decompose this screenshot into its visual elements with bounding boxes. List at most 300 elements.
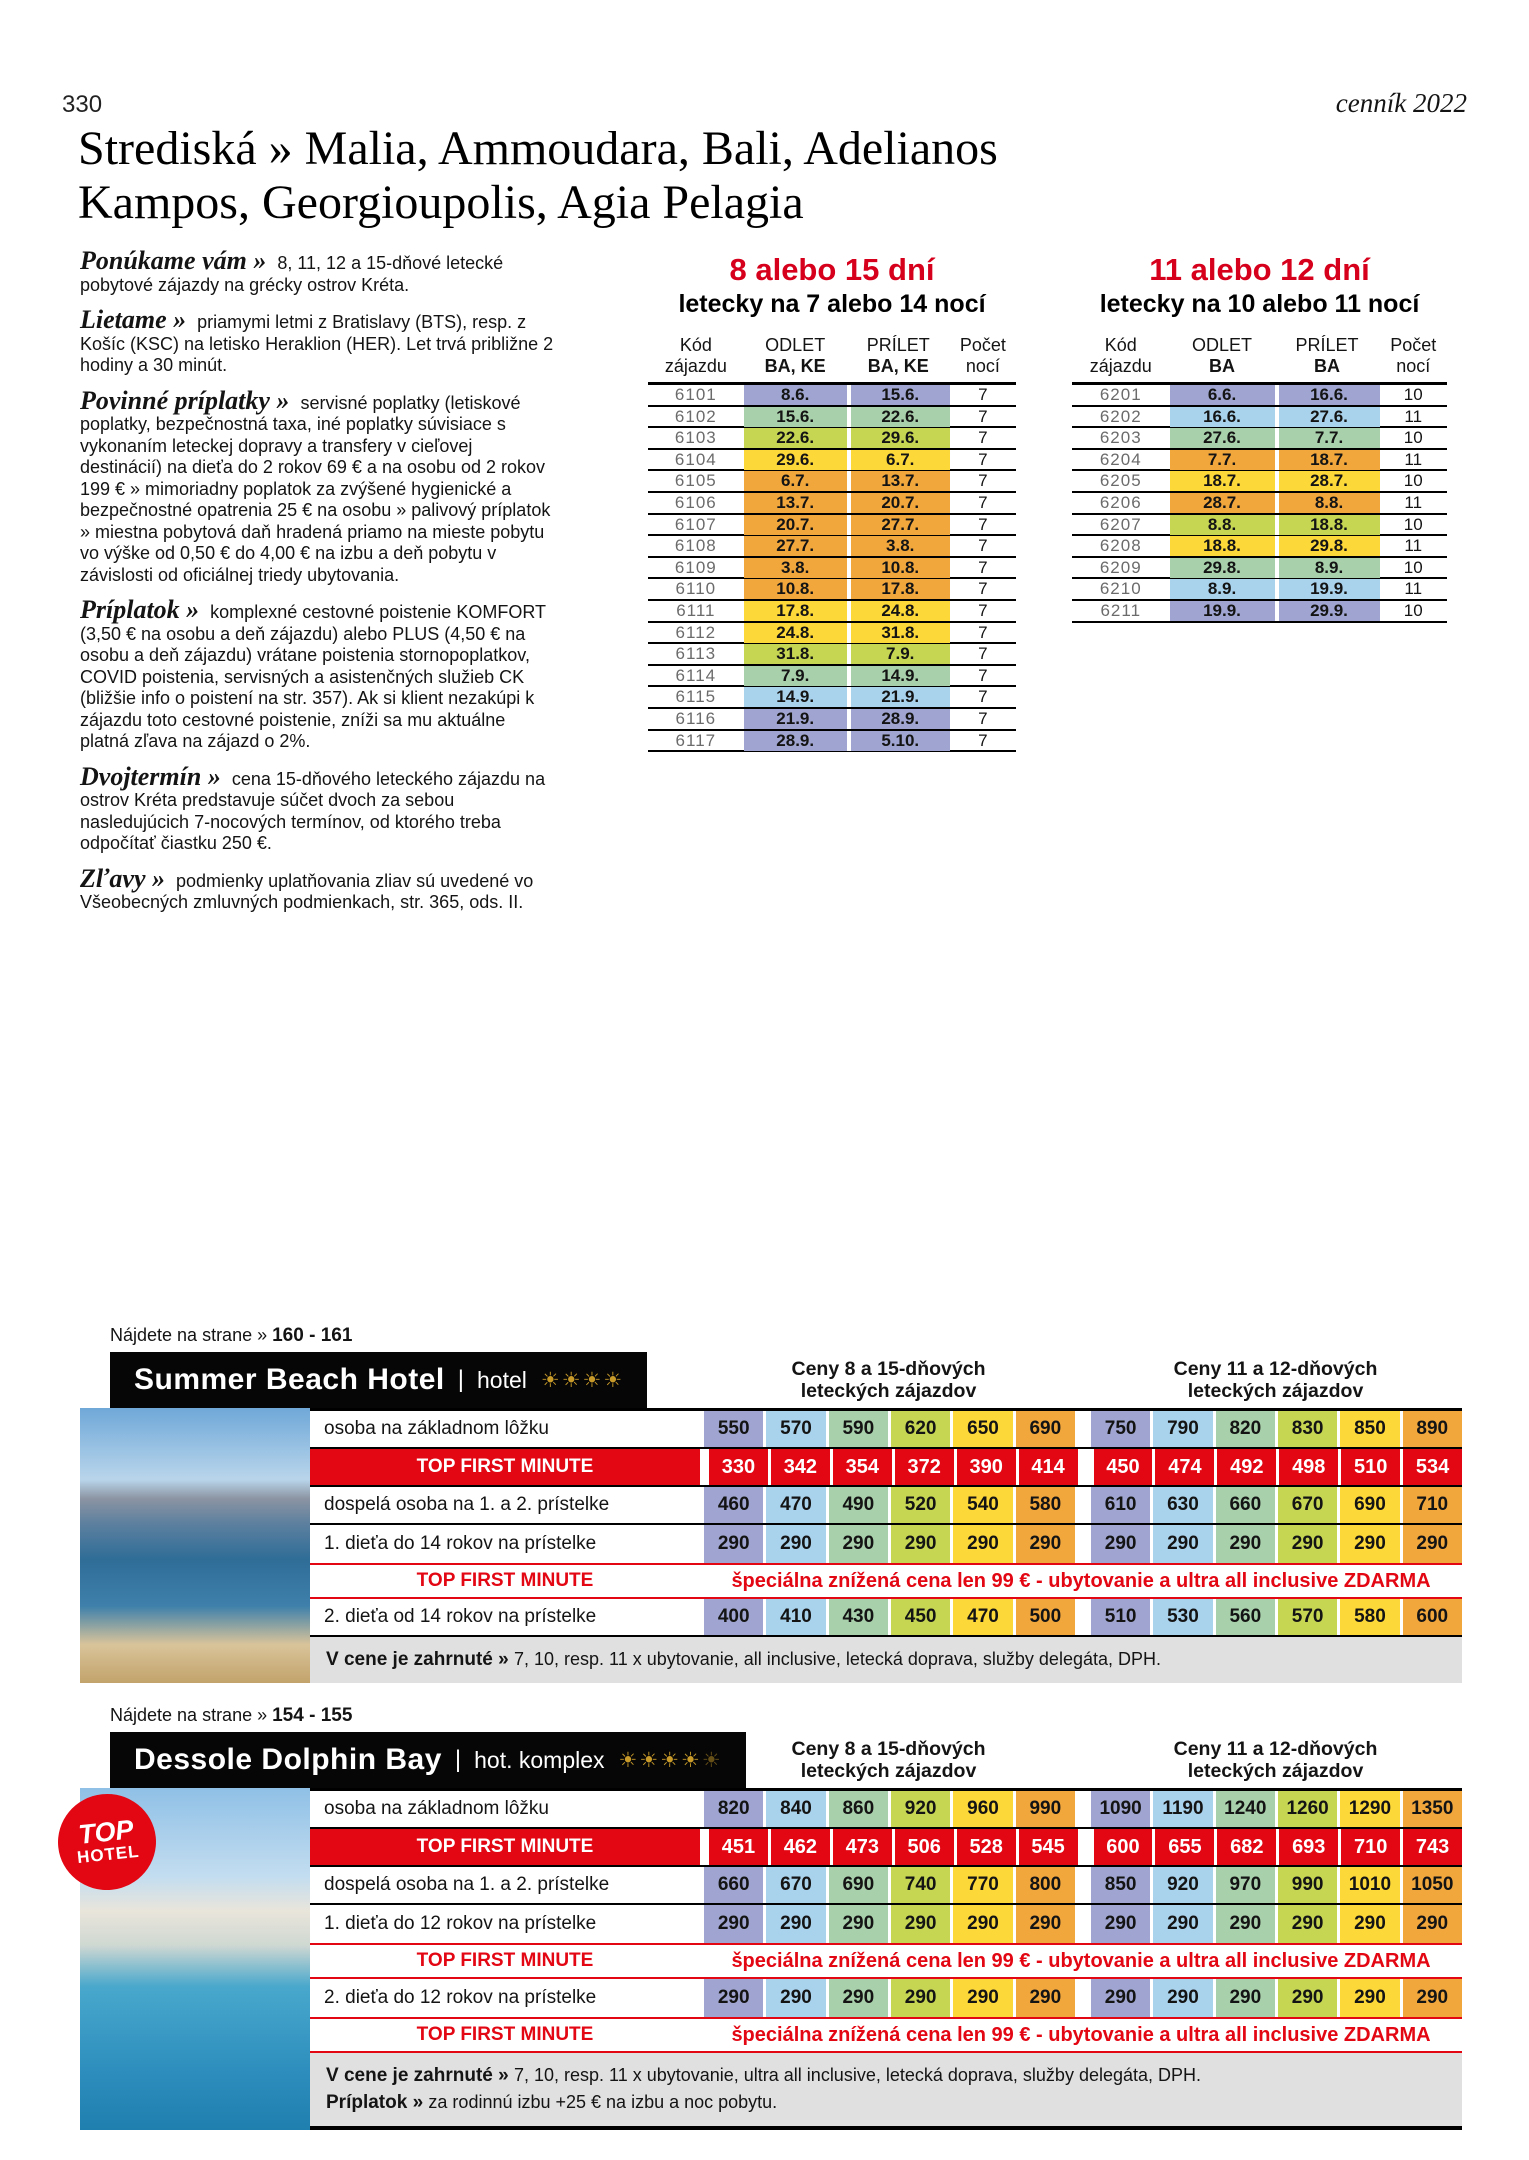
tour-code: 6110 [675,579,717,599]
departure-date: 6.7. [744,471,847,491]
arrival-date: 5.10. [847,731,950,751]
tour-code: 6115 [675,687,717,707]
header-line2: zájazdu [1089,356,1152,376]
price-cell: 1010 [1340,1867,1399,1903]
flight-row [648,558,1016,580]
price-cell: 290 [829,1979,888,2017]
price-cell: 290 [829,1905,888,1943]
price-cell: 451 [709,1829,768,1865]
footer-line-text: 7, 10, resp. 11 x ubytovanie, all inclusive, letecká doprava, služby delegáta, DPH. [513,1649,1161,1669]
flight-table-subtitle: letecky na 7 alebo 14 nocí [678,290,986,318]
price-cell: 970 [1216,1867,1275,1903]
hotel-rating [540,1368,623,1393]
paragraph-text: 8, 11, 12 a 15-dňové letecké pobytové zájazdy na grécky ostrov Kréta. [80,253,504,295]
page-title [78,122,1438,230]
price-cell: 534 [1403,1449,1462,1485]
price-cell: 290 [1403,1525,1462,1563]
price-cell: 510 [1091,1599,1150,1635]
hotel-category: hotel [477,1366,527,1393]
departure-date: 7.7. [1170,450,1275,470]
flight-row [1072,558,1447,580]
nights-count: 11 [1404,449,1423,469]
price-cell: 1050 [1403,1867,1462,1903]
hotel-banner [110,1352,647,1408]
bottom-rule [310,2126,1462,2130]
price-cell: 390 [957,1449,1016,1485]
tour-code: 6117 [675,730,717,750]
page-header [62,88,1467,119]
tour-code: 6102 [674,406,717,426]
footer-line-lead: V cene je zahrnuté » [326,1649,514,1670]
price-row-label: dospelá osoba na 1. a 2. prístelke [324,1874,610,1895]
tour-code: 6104 [674,449,717,469]
price-cell: 473 [833,1829,892,1865]
flight-row [648,428,1016,450]
departure-date: 27.6. [1170,428,1275,448]
price-cell: 290 [891,1979,950,2017]
price-cell: 290 [1016,1525,1075,1563]
header-line2: BA [1314,356,1340,376]
paragraph [80,761,558,855]
header-line2: nocí [965,356,1000,376]
flight-row [648,579,1016,601]
tour-code: 6211 [1100,600,1142,620]
flight-table-header-row [648,335,1016,385]
edition-label: cenník 2022 [1335,88,1467,118]
price-cell: 1240 [1216,1791,1275,1827]
header-line1: PRÍLET [1295,335,1359,355]
top-first-minute-label: TOP FIRST MINUTE [310,1449,700,1485]
departure-date: 20.7. [744,515,847,535]
departure-date: 28.9. [744,731,847,751]
price-cell: 820 [704,1791,763,1827]
find-on-page-numbers: 154 - 155 [272,1705,353,1726]
departure-date: 29.6. [744,450,847,470]
arrival-date: 16.6. [1275,385,1380,405]
price-row [310,1599,1462,1637]
price-cell: 354 [833,1449,892,1485]
top-first-minute-note-row [310,1943,1462,1979]
header-line1: PRÍLET [866,335,930,355]
flight-row [648,385,1016,407]
flight-table-header-row [1072,335,1447,385]
price-cell: 290 [1340,1979,1399,2017]
flight-row [648,666,1016,688]
tour-code: 6114 [675,665,717,685]
tour-code: 6106 [674,492,717,512]
top-first-minute-note: špeciálna znížená cena len 99 € - ubytovanie a ultra all inclusive ZDARMA [731,1569,1431,1592]
price-cell: 342 [771,1449,830,1485]
nights-count: 11 [1404,492,1423,512]
hotel-photo [80,1408,310,1683]
price-cell: 550 [704,1411,763,1447]
nights-count: 7 [978,708,988,728]
price-cell: 890 [1403,1411,1462,1447]
arrival-date: 22.6. [847,407,950,427]
flight-table-grid [1072,335,1447,623]
top-first-minute-note-row [310,2017,1462,2053]
departure-date: 24.8. [744,623,847,643]
sun-icon: ☀ [660,1748,681,1772]
departure-date: 13.7. [744,493,847,513]
arrival-date: 28.7. [1275,471,1380,491]
hotel-photo [76,1788,310,2130]
arrival-date: 8.9. [1275,558,1380,578]
price-cell: 530 [1153,1599,1212,1635]
price-cells [704,1979,1462,2017]
tour-code: 6112 [675,622,717,642]
price-cell: 620 [891,1411,950,1447]
paragraph-lead: Lietame » [80,305,187,334]
price-cell: 414 [1019,1449,1078,1485]
arrival-date: 15.6. [847,385,950,405]
price-cell: 290 [1091,1525,1150,1563]
header-line1: ODLET [1191,335,1252,355]
flight-row [1072,428,1447,450]
top-hotel-badge-line1: TOP [77,1814,135,1850]
price-cell: 470 [766,1487,825,1523]
page-number: 330 [62,91,103,118]
price-cell: 290 [1153,1979,1212,2017]
price-group-headers [702,1352,1462,1408]
price-cell: 290 [1278,1525,1337,1563]
price-cell: 290 [766,1525,825,1563]
price-cell: 290 [829,1525,888,1563]
paragraph-text: komplexné cestovné poistenie KOMFORT (3,50 € na osobu a deň zájazdu) alebo PLUS (4,50 € na osobu a deň zájazdu) vrátane poistenia stornopoplatkov, COVID poistenia, servisných a asistenčných služieb CK (bližšie info o poistení na str. 357). Ak si klient nezakúpi k zájazdu toto cestovné poistenie, zníži sa mu aktuálne platná zľava na zájazd o 2%. [80,602,546,751]
flight-table-subtitle: letecky na 10 alebo 11 nocí [1099,290,1420,318]
price-cell: 570 [766,1411,825,1447]
price-cell: 470 [953,1599,1012,1635]
find-on-page-line [110,1325,1462,1347]
price-cell: 492 [1217,1449,1276,1485]
group-header-line1: Ceny 11 a 12-dňových [1173,1737,1378,1760]
price-cells [704,1867,1462,1903]
price-row [310,1867,1462,1905]
group-header-line2: leteckých zájazdov [1187,1760,1364,1782]
nights-count: 11 [1404,536,1423,556]
flight-table-title: 11 alebo 12 dní [1149,252,1370,287]
paragraph [80,863,558,914]
departure-date: 8.8. [1170,515,1275,535]
price-row-label: 1. dieťa do 12 rokov na prístelke [324,1913,597,1934]
tour-code: 6105 [674,471,717,491]
flight-table-8-15-days [648,252,1016,752]
price-row-label: osoba na základnom lôžku [324,1418,549,1439]
header-line1: Kód [1104,335,1137,355]
price-cell: 690 [1016,1411,1075,1447]
price-cell: 290 [704,1905,763,1943]
nights-count: 7 [978,622,988,642]
arrival-date: 31.8. [847,623,950,643]
arrival-date: 17.8. [847,579,950,599]
arrival-date: 18.8. [1275,515,1380,535]
sun-icon: ☀ [639,1748,660,1772]
price-cells [704,1487,1462,1523]
departure-date: 14.9. [744,687,847,707]
paragraph-lead: Zľavy » [80,863,166,893]
price-cell: 830 [1278,1411,1337,1447]
tour-code: 6109 [674,557,717,577]
flight-row [648,450,1016,472]
nights-count: 7 [978,406,988,426]
find-on-page-label: Nájdete na strane » [110,1325,273,1345]
sun-icon: ☀ [681,1748,701,1772]
departure-date: 22.6. [744,428,847,448]
flight-table-header-cell [1072,335,1170,377]
arrival-date: 29.9. [1275,601,1380,621]
price-row [310,1411,1462,1449]
flight-row [1072,450,1447,472]
departure-date: 8.6. [744,385,847,405]
price-row-label: osoba na základnom lôžku [324,1798,549,1819]
paragraph [80,246,558,296]
price-cell: 290 [1091,1979,1150,2017]
price-cell: 860 [829,1791,888,1827]
price-cell: 570 [1278,1599,1337,1635]
hotel-section-summer-beach [80,1325,1462,1683]
group-header-line2: leteckých zájazdov [800,1760,977,1782]
departure-date: 8.9. [1170,579,1275,599]
price-cell: 610 [1091,1487,1150,1523]
price-cell: 710 [1403,1487,1462,1523]
price-cell: 800 [1016,1867,1075,1903]
price-cell: 290 [1403,1979,1462,2017]
header-line1: Počet [959,335,1006,355]
top-first-minute-label: TOP FIRST MINUTE [310,1829,700,1865]
price-cell: 506 [895,1829,954,1865]
tour-code: 6103 [674,428,717,448]
price-cells [704,1791,1462,1827]
nights-count: 10 [1403,557,1423,577]
paragraph [80,305,558,377]
group-header-line1: Ceny 8 a 15-dňových [791,1357,986,1380]
top-hotel-badge [53,1789,160,1895]
price-cell: 490 [829,1487,888,1523]
price-cell: 290 [1153,1905,1212,1943]
price-cell: 290 [704,1525,763,1563]
sun-icon: ☀ [582,1368,603,1392]
price-cell: 290 [891,1905,950,1943]
price-cell: 670 [766,1867,825,1903]
price-cell: 290 [1340,1905,1399,1943]
price-cell: 290 [1403,1905,1462,1943]
footer-line [326,2062,1446,2089]
flight-row [648,731,1016,753]
price-cell: 920 [891,1791,950,1827]
paragraph-text: podmienky uplatňovania zliav sú uvedené vo Všeobecných zmluvných podmienkach, str. 365, ods. II. [80,870,534,912]
price-cell: 290 [1278,1905,1337,1943]
price-cells [704,1599,1462,1635]
hotel-footer [310,1637,1462,1683]
nights-count: 7 [978,449,988,469]
flight-table-11-12-days [1072,252,1447,623]
nights-count: 11 [1404,406,1423,426]
price-cell: 590 [829,1411,888,1447]
flight-table-title: 8 alebo 15 dní [729,252,935,287]
price-cell: 540 [953,1487,1012,1523]
price-cell: 290 [953,1979,1012,2017]
top-first-minute-label: TOP FIRST MINUTE [416,1950,594,1971]
flight-row [648,515,1016,537]
paragraph-text: servisné poplatky (letiskové poplatky, bezpečnostná taxa, iné poplatky súvisiace s vykonaním leteckej dopravy a transfery v cieľovej destinácií) na dieťa do 2 rokov 69 € a na osobu od 2 rokov 199 € » mimoriadny poplatok za zvýšené hygienické a bezpečnostné opatrenia 25 € na osobu » palivový príplatok » miestna pobytová daň hradená priamo na mieste pobytu vo výške od 0,50 € do 4,00 € na izbu a deň pobytu v závislosti od oficiálnej triedy ubytovania. [80,392,551,585]
price-cell: 743 [1403,1829,1462,1865]
header-line1: Počet [1390,335,1437,355]
hotel-name: Summer Beach Hotel [134,1363,445,1396]
hotel-banner-row [80,1352,1462,1408]
top-first-minute-label: TOP FIRST MINUTE [416,1570,594,1591]
hotel-section-dessole-dolphin-bay [76,1705,1462,2130]
tour-code: 6205 [1099,471,1142,491]
sun-icon: ☀ [603,1368,624,1392]
price-cell: 290 [1091,1905,1150,1943]
header-line2: BA [1209,356,1235,376]
top-hotel-badge-line2: HOTEL [76,1841,141,1868]
flight-table-header-cell [648,335,744,377]
price-cell: 660 [704,1867,763,1903]
departure-date: 19.9. [1170,601,1275,621]
flight-row [1072,601,1447,623]
price-cell: 920 [1153,1867,1212,1903]
arrival-date: 28.9. [847,709,950,729]
flight-row [648,644,1016,666]
flight-row [648,493,1016,515]
price-group-headers [702,1732,1462,1788]
price-cell: 660 [1216,1487,1275,1523]
tour-code: 6116 [675,708,717,728]
top-first-minute-note: špeciálna znížená cena len 99 € - ubytovanie a ultra all inclusive ZDARMA [731,2023,1431,2046]
price-row-label: 1. dieťa do 14 rokov na prístelke [324,1533,597,1554]
price-cells [704,1905,1462,1943]
price-cell: 500 [1016,1599,1075,1635]
price-cell: 290 [1153,1525,1212,1563]
price-cells [704,1525,1462,1563]
departure-date: 3.8. [744,558,847,578]
nights-count: 7 [978,730,988,750]
price-cell: 990 [1016,1791,1075,1827]
tour-code: 6209 [1099,557,1142,577]
price-cell: 290 [1216,1525,1275,1563]
price-row [310,1487,1462,1525]
paragraph-lead: Dvojtermín » [80,761,221,791]
price-cell: 290 [704,1979,763,2017]
flight-table-header-cell [1380,335,1448,377]
hotel-banner [110,1732,746,1788]
header-line2: nocí [1396,356,1431,376]
sun-icon: ☀ [701,1748,722,1772]
price-cell: 580 [1340,1599,1399,1635]
paragraph-lead: Príplatok » [80,595,200,624]
price-cell: 290 [1216,1905,1275,1943]
price-cell: 330 [709,1449,768,1485]
price-cell: 600 [1403,1599,1462,1635]
price-cell: 580 [1016,1487,1075,1523]
flight-row [1072,515,1447,537]
flight-table-header-cell [950,335,1016,377]
top-first-minute-note: špeciálna znížená cena len 99 € - ubytovanie a ultra all inclusive ZDARMA [731,1949,1431,1972]
arrival-date: 24.8. [847,601,950,621]
price-group-header [1089,1732,1462,1788]
arrival-date: 20.7. [847,493,950,513]
price-cell: 1190 [1153,1791,1212,1827]
price-cell: 600 [1094,1829,1153,1865]
price-cell: 290 [953,1905,1012,1943]
hotel-rows [310,1788,1462,2053]
flight-row [648,536,1016,558]
price-cell: 850 [1340,1411,1399,1447]
flight-table-header-cell [744,335,847,377]
page-title-line2: Kampos, Georgioupolis, Agia Pelagia [78,175,804,229]
price-cell: 790 [1153,1411,1212,1447]
nights-count: 7 [978,644,988,664]
tour-code: 6208 [1099,536,1142,556]
arrival-date: 7.7. [1275,428,1380,448]
sun-icon: ☀ [618,1748,639,1772]
nights-count: 11 [1404,579,1423,599]
departure-date: 31.8. [744,644,847,664]
flight-row [1072,471,1447,493]
nights-count: 7 [978,600,988,620]
price-cell: 560 [1216,1599,1275,1635]
arrival-date: 21.9. [847,687,950,707]
price-cell: 655 [1155,1829,1214,1865]
price-cell: 1350 [1403,1791,1462,1827]
find-on-page-label: Nájdete na strane » [110,1705,273,1725]
header-line1: ODLET [765,335,826,355]
paragraph-lead: Ponúkame vám » [80,246,267,275]
hotel-banner-row [80,1732,1462,1788]
price-cell: 474 [1155,1449,1214,1485]
footer-line [326,2089,1446,2116]
price-row [310,1905,1462,1943]
price-cell: 520 [891,1487,950,1523]
arrival-date: 29.8. [1275,536,1380,556]
flight-row [648,709,1016,731]
departure-date: 28.7. [1170,493,1275,513]
group-header-line1: Ceny 11 a 12-dňových [1173,1357,1378,1380]
flight-row [648,687,1016,709]
footer-line [326,1646,1446,1673]
top-first-minute-note-row [310,1563,1462,1599]
header-line2: zájazdu [664,356,727,376]
price-cells [709,1449,1462,1485]
tour-code: 6108 [674,536,717,556]
price-cell: 450 [1094,1449,1153,1485]
nights-count: 10 [1403,471,1423,491]
sun-icon: ☀ [561,1368,582,1392]
price-cells [709,1829,1462,1865]
arrival-date: 14.9. [847,666,950,686]
nights-count: 7 [978,471,988,491]
tour-code: 6202 [1099,406,1142,426]
tour-code: 6207 [1099,514,1142,534]
arrival-date: 8.8. [1275,493,1380,513]
departure-date: 15.6. [744,407,847,427]
flight-row [648,601,1016,623]
price-cell: 510 [1341,1449,1400,1485]
price-cell: 1290 [1340,1791,1399,1827]
header-line1: Kód [679,335,712,355]
price-cell: 290 [1216,1979,1275,2017]
nights-count: 7 [978,665,988,685]
tour-code: 6206 [1099,492,1142,512]
price-cell: 840 [766,1791,825,1827]
flight-row [648,407,1016,429]
nights-count: 7 [978,536,988,556]
price-row-label: 2. dieťa od 14 rokov na prístelke [324,1606,597,1627]
hotel-price-table [80,1408,1462,1683]
price-cell: 290 [1340,1525,1399,1563]
group-header-line1: Ceny 8 a 15-dňových [791,1737,986,1760]
